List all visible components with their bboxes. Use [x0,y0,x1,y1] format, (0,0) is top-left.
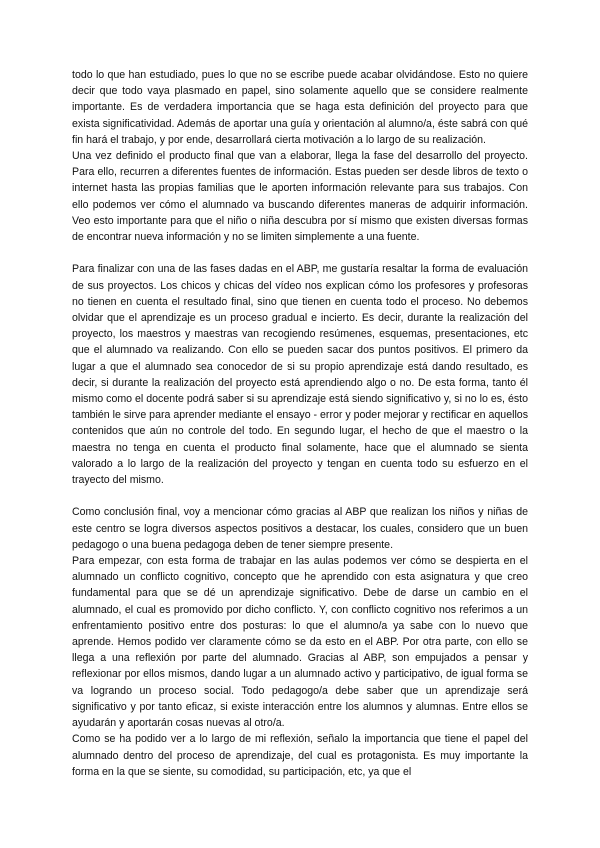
paragraph-project-definition: todo lo que han estudiado, pues lo que no se escribe puede acabar olvidándose. Esto no quiere decir que todo vaya plasmado en papel, sino solamente aquello que se considere realmente importante. Es de verdadera importancia que se haga esta definición del proyecto para que exista significatividad. Además de aportar una guía y orientación al alumno/a, éste sabrá con qué fin hará el trabajo, y por ende, desarrollará cierta motivación a lo largo de su realización. [72,69,528,146]
paragraph-conclusion-intro: Como conclusión final, voy a mencionar cómo gracias al ABP que realizan los niños y niñas de este centro se logra diversos aspectos positivos a destacar, los cuales, considero que un buen pedagogo o una buena pedagoga deben de tener siempre presente. [72,506,528,551]
paragraph-spacer [72,488,528,504]
paragraph-cognitive-conflict: Para empezar, con esta forma de trabajar en las aulas podemos ver cómo se despierta en el alumnado un conflicto cognitivo, concepto que he aprendido con esta asignatura y que creo fundamental para que se dé un aprendizaje significativo. Debe de darse un cambio en el alumnado, el cual es promovido por dicho conflicto. Y, con conflicto cognitivo nos referimos a un enfrentamiento positivo entre dos posturas: lo que el alumno/a ya sabe con lo nuevo que aprende. Hemos podido ver claramente cómo se da esto en el ABP. Por otra parte, con ello se llega a una reflexión por parte del alumnado. Gracias al ABP, son empujados a pensar y reflexionar por ellos mismos, dando lugar a un alumnado activo y participativo, de igual forma se va logrando un proceso social. Todo pedagogo/a debe saber que un aprendizaje será significativo y por tanto eficaz, si existe interacción entre los alumnos y alumnas. Entre ellos se ayudarán y aportarán cosas nuevas al otro/a. [72,555,528,730]
document-body [72,67,528,780]
paragraph-project-development: Una vez definido el producto final que van a elaborar, llega la fase del desarrollo del proyecto. Para ello, recurren a diferentes fuentes de información. Estas pueden ser desde libros de texto o internet hasta las propias familias que le aporten información relevante para sus trabajos. Con ello podemos ver cómo el alumnado va buscando diferentes maneras de adquirir información. Veo esto importante para que el niño o niña descubra por sí mismo que existen diversas formas de encontrar nueva información y no se limiten simplemente a una fuente. [72,150,528,244]
paragraph-evaluation: Para finalizar con una de las fases dadas en el ABP, me gustaría resaltar la forma de evaluación de sus proyectos. Los chicos y chicas del vídeo nos explican cómo los profesores y profesoras no tienen en cuenta el resultado final, sino que tienen en cuenta todo el proceso. No debemos olvidar que el aprendizaje es un proceso gradual e incierto. Es decir, durante la realización del proyecto, los maestros y maestras van recogiendo resúmenes, esquemas, presentaciones, etc que el alumnado va realizando. Con ello se pueden sacar dos puntos positivos. El primero da lugar a que el alumnado sea conocedor de si su propio aprendizaje está dando resultado, es decir, si durante la realización del proyecto está aprendiendo algo o no. De esta forma, tanto él mismo como el docente podrá saber si su aprendizaje está siendo significativo y, si no lo es, ésto también le sirve para aprender mediante el ensayo - error y poder mejorar y rectificar en aquellos contenidos que aún no controle del todo. En segundo lugar, el hecho de que el maestro o la maestra no tenga en cuenta el producto final solamente, hace que el alumnado se sienta valorado a lo largo de la realización del proyecto y tengan en cuenta todo su esfuerzo en el trayecto del mismo. [72,263,528,487]
paragraph-spacer [72,245,528,261]
paragraph-student-role: Como se ha podido ver a lo largo de mi reflexión, señalo la importancia que tiene el papel del alumnado dentro del proceso de aprendizaje, del cual es protagonista. Es muy importante la forma en la que se siente, su comodidad, su participación, etc, ya que el [72,733,528,778]
